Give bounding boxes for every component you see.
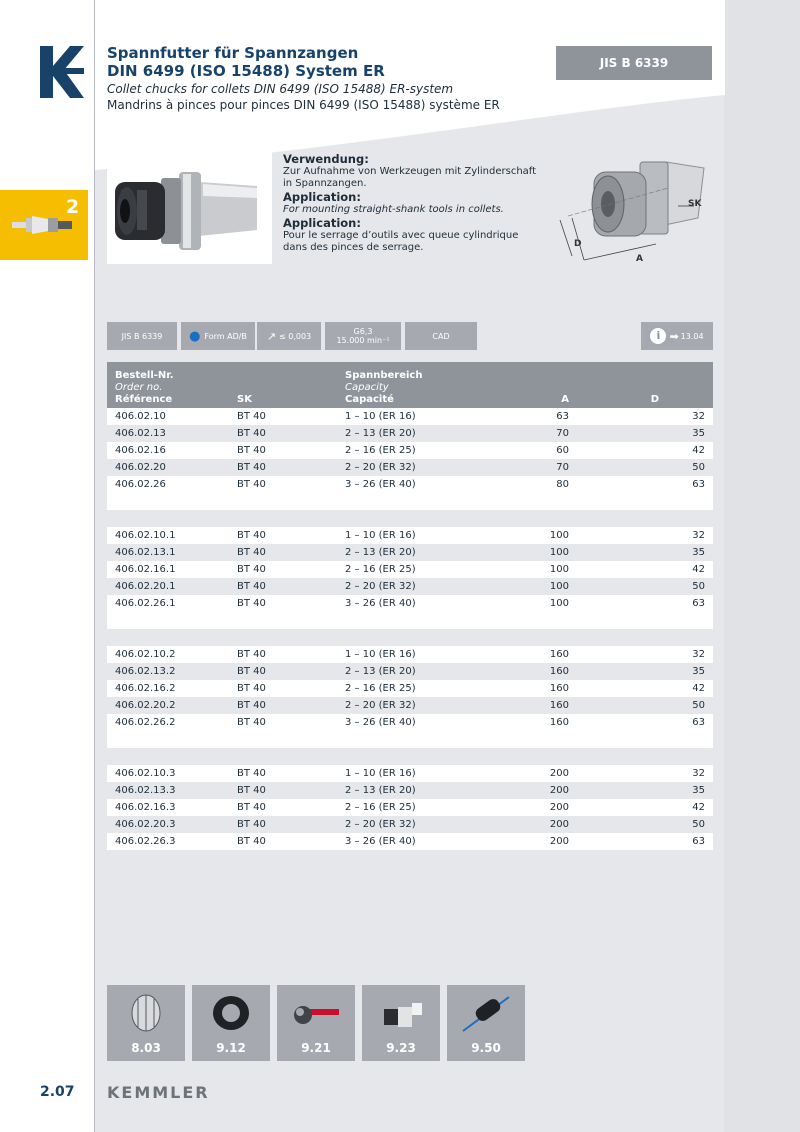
order-number: 406.02.26.3: [107, 833, 229, 850]
sk-size: BT 40: [229, 646, 337, 663]
clamping-range: 2 – 20 (ER 32): [337, 816, 487, 833]
sk-size: BT 40: [229, 408, 337, 425]
balance-speed: 15.000 min⁻¹: [336, 336, 390, 345]
table-row: [107, 527, 713, 544]
dimension-a: 60: [487, 442, 577, 459]
table-row: [107, 765, 713, 782]
clamping-range: 2 – 16 (ER 25): [337, 442, 487, 459]
title-de-line-1: Spannfutter für Spannzangen: [107, 44, 359, 62]
usage-heading-en: Application:: [283, 190, 361, 204]
balance-box: [325, 322, 401, 350]
accessory-reference: 9.21: [301, 1041, 331, 1055]
order-number: 406.02.26.1: [107, 595, 229, 612]
dimension-d: 35: [577, 782, 713, 799]
dimension-a-label: A: [636, 254, 643, 264]
range-header-fr: Capacité: [345, 394, 394, 405]
order-number: 406.02.13.2: [107, 663, 229, 680]
order-header-en: Order no.: [115, 382, 163, 393]
dimension-d: 42: [577, 442, 713, 459]
clamping-nut-icon: [206, 991, 256, 1035]
clamping-range: 2 – 13 (ER 20): [337, 782, 487, 799]
order-number: 406.02.13: [107, 425, 229, 442]
usage-heading-de: Verwendung:: [283, 152, 369, 166]
dimension-d: 63: [577, 714, 713, 731]
table-row: [107, 646, 713, 663]
table-row: [107, 680, 713, 697]
order-number: 406.02.10.2: [107, 646, 229, 663]
arrow-right-icon: ➡: [669, 329, 679, 343]
order-number: 406.02.20: [107, 459, 229, 476]
clamping-range: 3 – 26 (ER 40): [337, 833, 487, 850]
accessory-reference: 8.03: [131, 1041, 161, 1055]
dimension-a: 160: [487, 646, 577, 663]
dimension-d: 32: [577, 408, 713, 425]
info-reference: 13.04: [680, 331, 704, 341]
sk-header: SK: [237, 394, 252, 405]
group-spacer: [107, 493, 713, 510]
dimension-a: 100: [487, 544, 577, 561]
chapter-number: 2: [66, 196, 80, 218]
table-row: [107, 595, 713, 612]
table-row: [107, 697, 713, 714]
table-row: [107, 663, 713, 680]
kemmler-logo-icon: [40, 46, 84, 98]
dimension-a: 200: [487, 833, 577, 850]
info-icon: i: [650, 328, 666, 344]
dimension-d: 35: [577, 663, 713, 680]
sk-size: BT 40: [229, 544, 337, 561]
dimension-a: 70: [487, 459, 577, 476]
pull-stud-icon: [376, 991, 426, 1035]
col-d-header: [577, 362, 713, 408]
table-row: [107, 561, 713, 578]
dimension-d: 50: [577, 578, 713, 595]
product-table-body: [107, 408, 713, 850]
sk-size: BT 40: [229, 459, 337, 476]
runout-value: ≤ 0,003: [279, 331, 312, 341]
group-spacer: [107, 748, 713, 765]
clamping-range: 2 – 13 (ER 20): [337, 425, 487, 442]
standard-label: JIS B 6339: [121, 331, 163, 341]
table-row: [107, 833, 713, 850]
group-spacer: [107, 629, 713, 646]
dimension-a: 100: [487, 561, 577, 578]
dimension-d: 50: [577, 816, 713, 833]
table-row: [107, 544, 713, 561]
info-box[interactable]: [641, 322, 713, 350]
a-header: A: [561, 394, 569, 405]
coolant-drop-icon: ●: [189, 328, 201, 344]
standard-box: [107, 322, 177, 350]
order-number: 406.02.16.1: [107, 561, 229, 578]
group-spacer: [107, 612, 713, 629]
dimension-a: 160: [487, 714, 577, 731]
col-range-header: [337, 362, 487, 408]
clamping-range: 3 – 26 (ER 40): [337, 714, 487, 731]
accessory-reference: 9.12: [216, 1041, 246, 1055]
page-number: 2.07: [40, 1084, 75, 1100]
col-sk-header: [229, 362, 337, 408]
clamping-range: 3 – 26 (ER 40): [337, 476, 487, 493]
dimension-d: 42: [577, 799, 713, 816]
order-header-fr: Référence: [115, 394, 173, 405]
table-row: [107, 476, 713, 493]
dimension-d: 63: [577, 476, 713, 493]
right-margin: [724, 0, 800, 1132]
order-number: 406.02.16: [107, 442, 229, 459]
form-box: [181, 322, 255, 350]
clamping-range: 2 – 13 (ER 20): [337, 663, 487, 680]
dimension-sk-label: SK: [688, 199, 702, 209]
product-table: [107, 362, 713, 850]
accessory-tile[interactable]: [447, 985, 525, 1061]
sk-size: BT 40: [229, 527, 337, 544]
sk-size: BT 40: [229, 697, 337, 714]
clamping-range: 2 – 16 (ER 25): [337, 561, 487, 578]
table-row: [107, 816, 713, 833]
dimension-d: 35: [577, 544, 713, 561]
order-number: 406.02.10.3: [107, 765, 229, 782]
balance-grade: G6,3: [353, 327, 373, 336]
dimension-d: 32: [577, 646, 713, 663]
table-row: [107, 578, 713, 595]
runout-icon: ↗: [266, 329, 277, 343]
clamping-range: 1 – 10 (ER 16): [337, 765, 487, 782]
title-de-line-2: DIN 6499 (ISO 15488) System ER: [107, 62, 385, 80]
clamping-range: 1 – 10 (ER 16): [337, 408, 487, 425]
order-header-de: Bestell-Nr.: [115, 370, 174, 381]
dimension-a: 70: [487, 425, 577, 442]
clamping-range: 3 – 26 (ER 40): [337, 595, 487, 612]
dimension-d: 42: [577, 561, 713, 578]
title-fr: Mandrins à pinces pour pinces DIN 6499 (ISO 15488) système ER: [107, 98, 500, 112]
product-photo: [107, 152, 272, 264]
table-row: [107, 442, 713, 459]
clamping-range: 2 – 13 (ER 20): [337, 544, 487, 561]
col-a-header: [487, 362, 577, 408]
dimension-a: 100: [487, 578, 577, 595]
order-number: 406.02.13.3: [107, 782, 229, 799]
dimension-a: 200: [487, 816, 577, 833]
order-number: 406.02.20.2: [107, 697, 229, 714]
col-order-header: [107, 362, 229, 408]
usage-heading-fr: Application:: [283, 216, 361, 230]
dimension-a: 200: [487, 782, 577, 799]
table-row: [107, 782, 713, 799]
dimension-d: 63: [577, 595, 713, 612]
sk-size: BT 40: [229, 782, 337, 799]
sk-size: BT 40: [229, 765, 337, 782]
dimension-a: 160: [487, 680, 577, 697]
dimension-d-label: D: [574, 239, 582, 249]
dimension-d: 42: [577, 680, 713, 697]
sk-size: BT 40: [229, 816, 337, 833]
runout-box: [257, 322, 321, 350]
sk-size: BT 40: [229, 425, 337, 442]
property-icon-bar: [107, 322, 713, 350]
range-header-de: Spannbereich: [345, 370, 423, 381]
accessory-reference: 9.23: [386, 1041, 416, 1055]
title-block: [107, 44, 547, 113]
sk-size: BT 40: [229, 476, 337, 493]
order-number: 406.02.10.1: [107, 527, 229, 544]
clamping-range: 2 – 16 (ER 25): [337, 799, 487, 816]
dimension-d: 32: [577, 527, 713, 544]
cad-label: CAD: [432, 331, 450, 341]
left-margin: [0, 0, 95, 1132]
order-number: 406.02.10: [107, 408, 229, 425]
standard-badge: JIS B 6339: [556, 46, 712, 80]
usage-text-en: For mounting straight-shank tools in collets.: [283, 204, 504, 215]
application-description: [283, 152, 543, 254]
sk-size: BT 40: [229, 833, 337, 850]
group-spacer: [107, 510, 713, 527]
dimension-d: 32: [577, 765, 713, 782]
dimension-d: 35: [577, 425, 713, 442]
technical-drawing: [548, 148, 718, 273]
order-number: 406.02.16.2: [107, 680, 229, 697]
dimension-a: 100: [487, 595, 577, 612]
group-spacer: [107, 731, 713, 748]
clamping-range: 1 – 10 (ER 16): [337, 527, 487, 544]
table-row: [107, 408, 713, 425]
table-row: [107, 714, 713, 731]
sk-size: BT 40: [229, 578, 337, 595]
accessory-reference: 9.50: [471, 1041, 501, 1055]
dimension-a: 160: [487, 663, 577, 680]
order-number: 406.02.16.3: [107, 799, 229, 816]
dimension-d: 63: [577, 833, 713, 850]
dimension-d: 50: [577, 459, 713, 476]
order-number: 406.02.20.3: [107, 816, 229, 833]
sk-size: BT 40: [229, 799, 337, 816]
table-row: [107, 425, 713, 442]
sk-size: BT 40: [229, 595, 337, 612]
dimension-a: 80: [487, 476, 577, 493]
accessory-tile[interactable]: [192, 985, 270, 1061]
order-number: 406.02.13.1: [107, 544, 229, 561]
clamping-range: 2 – 20 (ER 32): [337, 697, 487, 714]
sk-size: BT 40: [229, 442, 337, 459]
usage-text-fr: Pour le serrage d’outils avec queue cylindrique dans des pinces de serrage.: [283, 230, 519, 253]
dimension-a: 200: [487, 799, 577, 816]
sk-size: BT 40: [229, 561, 337, 578]
clamping-range: 2 – 20 (ER 32): [337, 459, 487, 476]
sk-size: BT 40: [229, 680, 337, 697]
range-header-en: Capacity: [345, 382, 389, 393]
order-number: 406.02.26.2: [107, 714, 229, 731]
cad-box[interactable]: [405, 322, 477, 350]
order-number: 406.02.20.1: [107, 578, 229, 595]
order-number: 406.02.26: [107, 476, 229, 493]
coolant-screw-icon: [461, 991, 511, 1035]
form-label: Form AD/B: [204, 331, 247, 341]
dimension-a: 100: [487, 527, 577, 544]
sk-size: BT 40: [229, 714, 337, 731]
accessory-tile[interactable]: [277, 985, 355, 1061]
collet-icon: [121, 991, 171, 1035]
dimension-a: 200: [487, 765, 577, 782]
dimension-d: 50: [577, 697, 713, 714]
usage-text-de: Zur Aufnahme von Werkzeugen mit Zylinderschaft in Spannzangen.: [283, 166, 537, 189]
clamping-range: 2 – 20 (ER 32): [337, 578, 487, 595]
wrench-icon: [291, 991, 341, 1035]
brand-name: KEMMLER: [107, 1083, 210, 1102]
sk-size: BT 40: [229, 663, 337, 680]
title-en: Collet chucks for collets DIN 6499 (ISO 15488) ER-system: [107, 82, 454, 96]
accessory-tile[interactable]: [362, 985, 440, 1061]
dimension-a: 63: [487, 408, 577, 425]
dimension-a: 160: [487, 697, 577, 714]
clamping-range: 2 – 16 (ER 25): [337, 680, 487, 697]
table-row: [107, 459, 713, 476]
d-header: D: [650, 394, 659, 405]
clamping-range: 1 – 10 (ER 16): [337, 646, 487, 663]
table-row: [107, 799, 713, 816]
accessory-tile[interactable]: [107, 985, 185, 1061]
